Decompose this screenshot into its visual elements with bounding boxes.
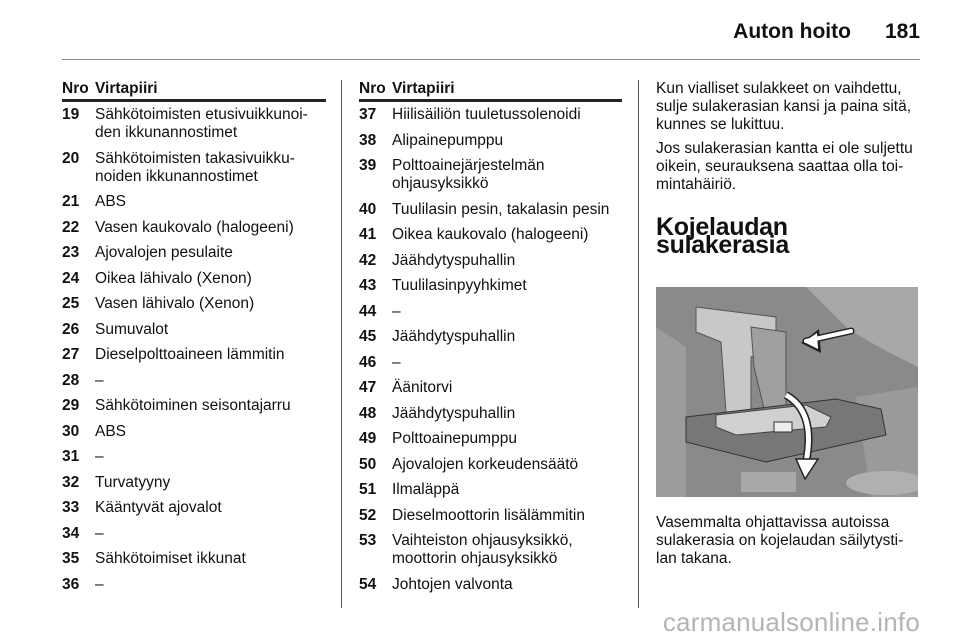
fuse-row bbox=[359, 277, 622, 295]
fuse-row bbox=[359, 481, 622, 499]
fuse-row bbox=[359, 405, 622, 423]
fuse-number: 46 bbox=[359, 353, 377, 371]
fuse-circuit: Sähkötoimisten takasivuikku-noiden ikkunannostimet bbox=[95, 149, 295, 185]
fuse-number: 42 bbox=[359, 251, 377, 269]
fuse-row bbox=[62, 499, 326, 517]
col-circuit-header: Virtapiiri bbox=[95, 80, 158, 97]
fuse-row bbox=[359, 532, 622, 568]
fuse-number: 26 bbox=[62, 320, 80, 338]
fuse-circuit: Jäähdytyspuhallin bbox=[392, 328, 516, 345]
fuse-circuit: Johtojen valvonta bbox=[392, 575, 513, 593]
table-body bbox=[62, 102, 326, 594]
fuse-circuit: Tuulilasinpyyhkimet bbox=[392, 277, 527, 294]
fuse-circuit: Polttoainepumppu bbox=[392, 430, 517, 447]
fuse-row bbox=[359, 507, 622, 525]
fuse-table-1 bbox=[62, 80, 326, 601]
fuse-row bbox=[62, 397, 326, 415]
fuse-circuit: Polttoainejärjestelmän ohjausyksikkö bbox=[392, 157, 545, 192]
fuse-number: 51 bbox=[359, 481, 377, 498]
col-nro-header: Nro bbox=[359, 80, 386, 97]
fuse-row bbox=[62, 106, 326, 142]
fuse-row bbox=[359, 430, 622, 448]
fuse-circuit: Ajovalojen pesulaite bbox=[95, 244, 233, 261]
fuse-circuit: ABS bbox=[95, 193, 127, 210]
fuse-number: 34 bbox=[62, 524, 80, 542]
fuse-circuit: Ilmaläppä bbox=[392, 481, 460, 498]
fuse-circuit: Dieselpolttoaineen lämmitin bbox=[95, 346, 285, 363]
fuse-number: 23 bbox=[62, 244, 80, 261]
fuse-row bbox=[359, 303, 622, 321]
fuse-row bbox=[359, 379, 622, 397]
fuse-circuit: Oikea kaukovalo (halogeeni) bbox=[392, 226, 589, 243]
fuse-circuit: Äänitorvi bbox=[392, 379, 453, 396]
fuse-row bbox=[62, 270, 326, 288]
fuse-circuit: Sähkötoimisten etusivuikkunoi-den ikkunannostimet bbox=[95, 106, 308, 141]
fuse-row bbox=[62, 372, 326, 390]
fuse-row bbox=[359, 226, 622, 244]
fuse-number: 39 bbox=[359, 157, 377, 174]
fuse-table-2 bbox=[359, 80, 622, 601]
fuse-circuit: Sumuvalot bbox=[95, 320, 169, 338]
section-heading: Kojelaudan sulakerasia bbox=[656, 213, 789, 259]
fuse-circuit: Tuulilasin pesin, takalasin pesin bbox=[392, 200, 610, 218]
fuse-number: 24 bbox=[62, 269, 80, 287]
fuse-row bbox=[62, 474, 326, 492]
section-title: Auton hoito bbox=[733, 20, 851, 43]
fuse-row bbox=[62, 150, 326, 186]
fuse-row bbox=[62, 321, 326, 339]
fuse-number: 31 bbox=[62, 448, 80, 465]
fuse-number: 33 bbox=[62, 499, 80, 516]
close-cover-paragraph: Kun vialliset sulakkeet on vaihdettu, sulje sulakerasian kansi ja paina sitä, kunnes se lukittuu. bbox=[656, 80, 912, 133]
fuse-circuit: – bbox=[95, 448, 104, 465]
fuse-circuit: Dieselmoottorin lisälämmitin bbox=[392, 506, 585, 524]
table-body bbox=[359, 102, 622, 594]
fuse-row bbox=[359, 456, 622, 474]
fuse-number: 48 bbox=[359, 404, 377, 422]
fuse-circuit: ABS bbox=[95, 422, 127, 440]
fuse-number: 45 bbox=[359, 328, 377, 345]
fuse-circuit: Vaihteiston ohjausyksikkö, moottorin ohjausyksikkö bbox=[392, 532, 573, 567]
fuse-circuit: Turvatyyny bbox=[95, 473, 171, 491]
fuse-row bbox=[62, 193, 326, 211]
fuse-row bbox=[62, 576, 326, 594]
instructions-column bbox=[656, 80, 922, 568]
fuse-number: 53 bbox=[359, 532, 377, 549]
watermark-text: carmanualsonline.info bbox=[662, 607, 920, 637]
fuse-circuit: Sähkötoiminen seisontajarru bbox=[95, 397, 291, 414]
fuse-number: 27 bbox=[62, 346, 80, 363]
fuse-circuit: Ajovalojen korkeudensäätö bbox=[392, 455, 579, 473]
fuse-circuit: Hiilisäiliön tuuletussolenoidi bbox=[392, 106, 581, 123]
fuse-circuit: Kääntyvät ajovalot bbox=[95, 499, 222, 516]
fuse-row bbox=[62, 295, 326, 313]
col-circuit-header: Virtapiiri bbox=[392, 80, 455, 97]
fuse-row bbox=[359, 328, 622, 346]
fuse-number: 40 bbox=[359, 200, 377, 218]
fuse-row bbox=[62, 525, 326, 543]
fuse-row bbox=[62, 219, 326, 237]
fuse-circuit: Alipainepumppu bbox=[392, 131, 504, 149]
table-header bbox=[62, 80, 326, 102]
fuse-circuit: Oikea lähivalo (Xenon) bbox=[95, 269, 252, 287]
fuse-number: 37 bbox=[359, 106, 377, 123]
fuse-number: 38 bbox=[359, 131, 377, 149]
fuse-number: 29 bbox=[62, 397, 80, 414]
fuse-row bbox=[62, 423, 326, 441]
fuse-row bbox=[359, 252, 622, 270]
fuse-number: 35 bbox=[62, 550, 80, 567]
column-divider bbox=[341, 80, 342, 608]
fuse-number: 50 bbox=[359, 455, 377, 473]
fuse-row bbox=[359, 157, 622, 193]
fuse-number: 36 bbox=[62, 575, 80, 593]
fuse-number: 21 bbox=[62, 193, 80, 210]
fuse-row bbox=[62, 550, 326, 568]
fuse-number: 44 bbox=[359, 302, 377, 320]
fuse-row bbox=[359, 354, 622, 372]
fuse-number: 43 bbox=[359, 277, 377, 294]
fuse-row bbox=[62, 244, 326, 262]
fuse-circuit: – bbox=[95, 524, 104, 542]
fuse-number: 28 bbox=[62, 371, 80, 389]
fuse-number: 25 bbox=[62, 295, 80, 312]
fuse-number: 54 bbox=[359, 575, 377, 593]
column-divider bbox=[638, 80, 639, 608]
fuse-circuit: – bbox=[392, 302, 401, 320]
fuse-number: 20 bbox=[62, 149, 80, 167]
fuse-number: 49 bbox=[359, 430, 377, 447]
fuse-circuit: Jäähdytyspuhallin bbox=[392, 251, 516, 269]
fuse-row bbox=[359, 576, 622, 594]
fuse-row bbox=[359, 106, 622, 124]
fuse-circuit: – bbox=[95, 371, 104, 389]
fuse-row bbox=[62, 346, 326, 364]
fuse-number: 41 bbox=[359, 226, 377, 243]
malfunction-paragraph: Jos sulakerasian kantta ei ole suljettu oikein, seurauksena saattaa olla toi-mintahäiriö. bbox=[656, 140, 913, 193]
fuse-circuit: Vasen lähivalo (Xenon) bbox=[95, 295, 255, 312]
fuse-row bbox=[359, 201, 622, 219]
page-header bbox=[733, 14, 920, 50]
fuse-circuit: – bbox=[95, 575, 104, 593]
fuse-number: 22 bbox=[62, 218, 80, 236]
fuse-number: 47 bbox=[359, 379, 377, 396]
fuse-number: 32 bbox=[62, 473, 80, 491]
fuse-number: 52 bbox=[359, 506, 377, 524]
fuse-row bbox=[62, 448, 326, 466]
fuse-box-illustration bbox=[656, 287, 918, 497]
fuse-circuit: Vasen kaukovalo (halogeeni) bbox=[95, 218, 294, 236]
fuse-row bbox=[359, 132, 622, 150]
col-nro-header: Nro bbox=[62, 80, 89, 97]
fuse-circuit: Sähkötoimiset ikkunat bbox=[95, 550, 246, 567]
fuse-number: 19 bbox=[62, 106, 80, 123]
fuse-number: 30 bbox=[62, 422, 80, 440]
illustration-caption: Vasemmalta ohjattavissa autoissa sulakerasia on kojelaudan säilytysti-lan takana. bbox=[656, 514, 904, 567]
fuse-circuit: Jäähdytyspuhallin bbox=[392, 404, 516, 422]
page-number: 181 bbox=[884, 20, 920, 43]
table-header bbox=[359, 80, 622, 102]
fuse-circuit: – bbox=[392, 353, 401, 371]
header-rule bbox=[62, 59, 920, 60]
